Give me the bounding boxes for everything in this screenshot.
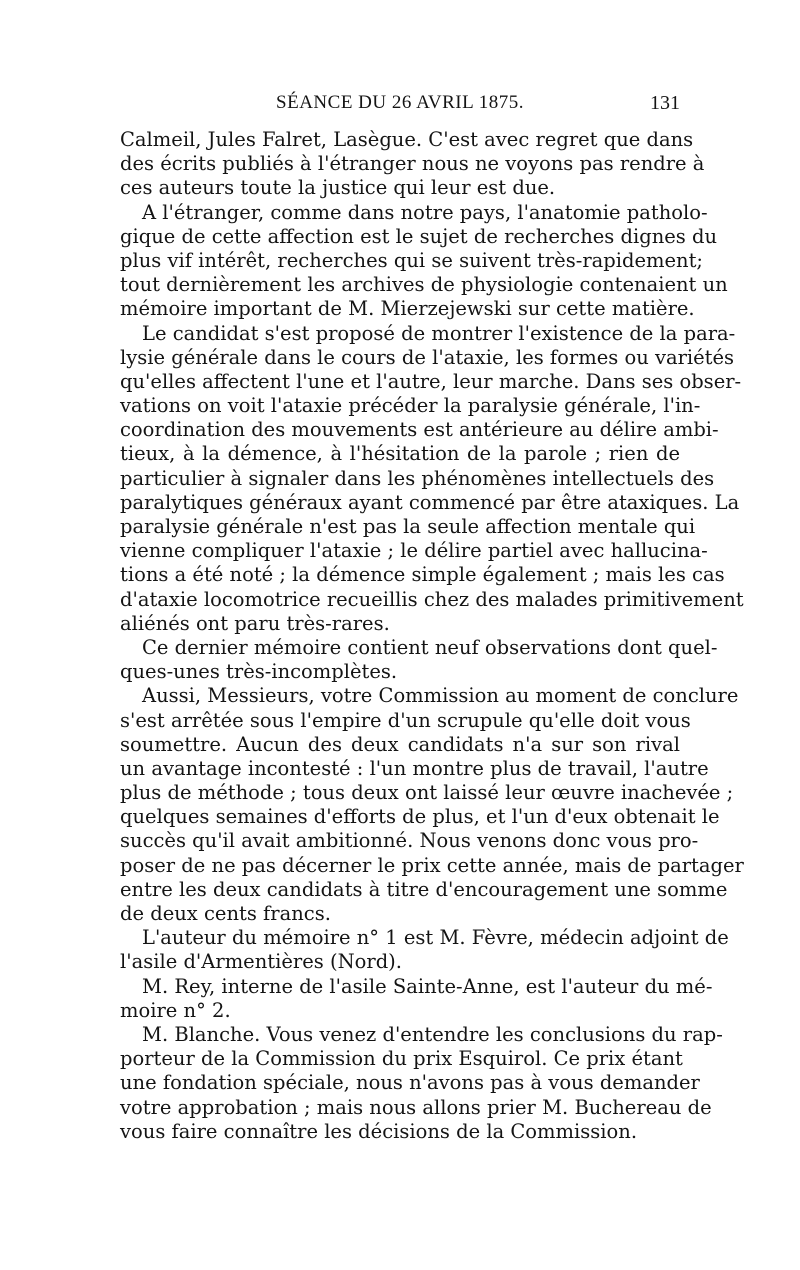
- text-line: paralytiques généraux ayant commencé par être ataxiques. La: [120, 490, 740, 514]
- text-line: gique de cette affection est le sujet de recherches dignes du: [120, 224, 718, 248]
- text-line: soumettre. Aucun des deux candidats n'a sur son rival: [120, 732, 680, 756]
- text-line: Ce dernier mémoire contient neuf observations dont quel-: [142, 635, 718, 659]
- text-line: vations on voit l'ataxie précéder la paralysie générale, l'in-: [120, 394, 701, 418]
- page-number: 131: [650, 92, 680, 114]
- text-line: succès qu'il avait ambitionné. Nous venons donc vous pro-: [120, 829, 699, 853]
- running-head: SÉANCE DU 26 AVRIL 1875.: [276, 92, 524, 113]
- text-line: l'asile d'Armentières (Nord).: [120, 950, 402, 974]
- body-text: [120, 128, 744, 1144]
- text-line: moire n° 2.: [120, 998, 231, 1022]
- text-line: Calmeil, Jules Falret, Lasègue. C'est avec regret que dans: [120, 128, 694, 151]
- text-line: s'est arrêtée sous l'empire d'un scrupule qu'elle doit vous: [120, 708, 691, 732]
- text-line: plus vif intérêt, recherches qui se suivent très-rapidement;: [120, 248, 704, 272]
- text-line: lysie générale dans le cours de l'ataxie, les formes ou variétés: [120, 345, 735, 369]
- text-line: tions a été noté ; la démence simple également ; mais les cas: [120, 563, 725, 587]
- text-line: Aussi, Messieurs, votre Commission au moment de conclure: [142, 684, 739, 708]
- text-line: porteur de la Commission du prix Esquirol. Ce prix étant: [120, 1047, 683, 1071]
- text-line: coordination des mouvements est antérieure au délire ambi-: [120, 418, 719, 442]
- text-line: une fondation spéciale, nous n'avons pas à vous demander: [120, 1071, 700, 1095]
- text-line: de deux cents francs.: [120, 902, 331, 925]
- text-line: vous faire connaître les décisions de la Commission.: [120, 1119, 638, 1143]
- text-line: mémoire important de M. Mierzejewski sur cette matière.: [120, 297, 695, 321]
- text-line: M. Rey, interne de l'asile Sainte-Anne, est l'auteur du mé-: [142, 974, 713, 998]
- text-line: d'ataxie locomotrice recueillis chez des malades primitivement: [120, 587, 744, 611]
- text-line: des écrits publiés à l'étranger nous ne voyons pas rendre à: [120, 152, 705, 176]
- text-line: quelques semaines d'efforts de plus, et l'un d'eux obtenait le: [120, 805, 720, 829]
- text-line: ques-unes très-incomplètes.: [120, 660, 398, 684]
- text-line: poser de ne pas décerner le prix cette année, mais de partager: [120, 853, 744, 877]
- text-line: vienne compliquer l'ataxie ; le délire partiel avec hallucina-: [120, 539, 708, 563]
- text-line: votre approbation ; mais nous allons prier M. Buchereau de: [120, 1095, 712, 1119]
- text-line: ces auteurs toute la justice qui leur est due.: [120, 176, 556, 200]
- text-line: qu'elles affectent l'une et l'autre, leur marche. Dans ses obser-: [120, 369, 742, 393]
- text-line: particulier à signaler dans les phénomènes intellectuels des: [120, 466, 715, 490]
- text-line: aliénés ont paru très-rares.: [120, 611, 390, 635]
- text-line: plus de méthode ; tous deux ont laissé leur œuvre inachevée ;: [120, 781, 734, 805]
- text-line: un avantage incontesté : l'un montre plus de travail, l'autre: [120, 756, 709, 780]
- text-line: paralysie générale n'est pas la seule affection mentale qui: [120, 515, 696, 538]
- text-line: Le candidat s'est proposé de montrer l'existence de la para-: [142, 321, 736, 345]
- text-line: tieux, à la démence, à l'hésitation de la parole ; rien de: [120, 442, 680, 466]
- page-header: [120, 92, 680, 122]
- text-line: A l'étranger, comme dans notre pays, l'anatomie patholo-: [142, 200, 708, 224]
- text-line: tout dernièrement les archives de physiologie contenaient un: [120, 273, 728, 297]
- text-line: entre les deux candidats à titre d'encouragement une somme: [120, 877, 728, 901]
- text-line: M. Blanche. Vous venez d'entendre les conclusions du rap-: [142, 1022, 723, 1046]
- text-line: L'auteur du mémoire n° 1 est M. Fèvre, médecin adjoint de: [142, 926, 729, 950]
